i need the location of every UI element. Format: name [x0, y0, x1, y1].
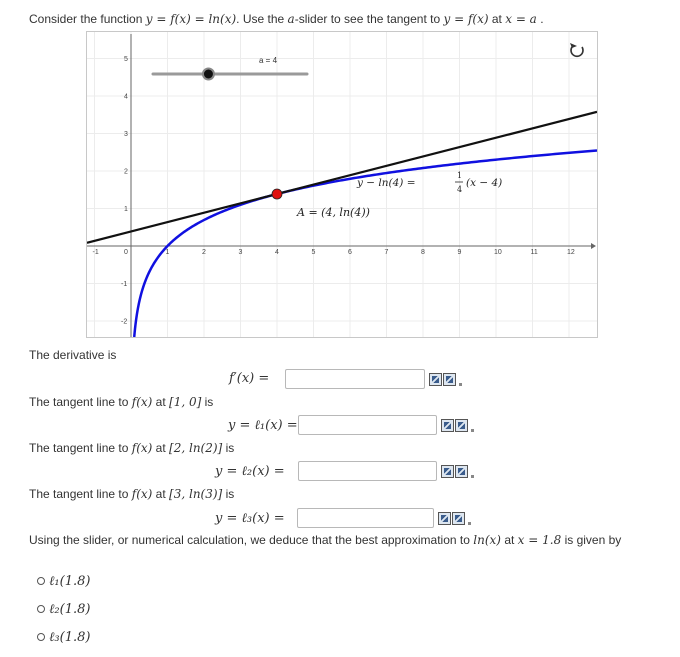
tangent2-expr: y = ℓ₂(x) =: [215, 464, 285, 479]
tangent1-func: f(x): [131, 395, 153, 409]
tangent2-prompt: [29, 441, 234, 455]
equation-editor-icon[interactable]: [441, 419, 454, 432]
intro-a-var: a: [287, 12, 295, 26]
tangent3-prompt: [29, 487, 234, 501]
x-tick-label: -1: [92, 249, 99, 256]
status-dot: [471, 475, 474, 478]
y-tick-label: -2: [121, 318, 128, 326]
x-tick-label: 5: [311, 249, 316, 256]
intro-text-5: .: [540, 12, 544, 26]
status-dot: [471, 429, 474, 432]
radio-button[interactable]: [37, 577, 45, 585]
conclusion-func: ln(x): [473, 533, 501, 547]
tangent3-input[interactable]: [297, 508, 434, 528]
intro-text-3: -slider to see the tangent to: [294, 12, 441, 26]
preview-icon[interactable]: [452, 512, 465, 525]
graph-applet[interactable]: [86, 31, 598, 338]
option-label: ℓ₂(1.8): [49, 602, 91, 617]
derivative-expr: f′(x) =: [229, 371, 270, 386]
y-tick-label: 5: [124, 56, 128, 63]
preview-icon[interactable]: [443, 373, 456, 386]
x-tick-label: 9: [457, 249, 462, 256]
tangent3-text-2: at: [155, 487, 166, 501]
intro-text-4: at: [491, 12, 502, 26]
option-2[interactable]: [37, 601, 90, 617]
tangent2-func: f(x): [131, 441, 153, 455]
derivative-label: The derivative is: [29, 348, 117, 362]
tangent-fraction-numerator: 1: [457, 171, 463, 180]
tangent1-text-1: The tangent line to: [29, 395, 129, 409]
x-tick-label: 8: [421, 249, 425, 256]
intro-function-2: y = f(x): [443, 12, 489, 26]
x-tick-label: 11: [530, 249, 538, 256]
intro-text-1: Consider the function: [29, 12, 143, 26]
tangent3-func: f(x): [131, 487, 153, 501]
option-3[interactable]: [37, 629, 90, 645]
x-axis-arrow: [591, 243, 596, 249]
radio-button[interactable]: [37, 633, 45, 641]
tangent2-point: [2, ln(2)]: [169, 441, 223, 455]
intro-x-eq-a: x = a: [505, 12, 537, 26]
conclusion-text-1: Using the slider, or numerical calculation, we deduce that the best approximation to: [29, 533, 470, 547]
tangent-fraction-denominator: 4: [457, 185, 463, 194]
preview-icon[interactable]: [455, 419, 468, 432]
y-tick-label: 4: [124, 93, 128, 101]
tangent1-input[interactable]: [298, 415, 437, 435]
tangent1-expr: y = ℓ₁(x) =: [228, 418, 298, 433]
x-tick-label: 2: [202, 249, 206, 256]
slider-label: a = 4: [259, 56, 278, 65]
reset-icon[interactable]: [570, 43, 583, 56]
tangent-line: [87, 112, 597, 243]
x-tick-label: 4: [275, 249, 279, 256]
x-tick-label: 6: [348, 249, 352, 256]
tangent3-point: [3, ln(3)]: [169, 487, 223, 501]
tangent1-tools: [441, 419, 474, 432]
graph-canvas[interactable]: [87, 32, 597, 337]
x-tick-label: 3: [238, 249, 243, 256]
y-tick-label: 2: [124, 168, 128, 176]
tangent2-text-1: The tangent line to: [29, 441, 129, 455]
x-tick-label: 10: [494, 249, 502, 256]
tangent2-tools: [441, 465, 474, 478]
equation-editor-icon[interactable]: [441, 465, 454, 478]
x-tick-label: 7: [384, 249, 389, 256]
status-dot: [459, 383, 462, 386]
conclusion-text-2: at: [504, 533, 515, 547]
tangent1-point: [1, 0]: [169, 395, 202, 409]
question-intro: [29, 12, 544, 26]
tangent3-text-1: The tangent line to: [29, 487, 129, 501]
conclusion-text: [29, 533, 621, 547]
equation-editor-icon[interactable]: [438, 512, 451, 525]
option-label: ℓ₃(1.8): [49, 630, 91, 645]
tangent3-text-3: is: [225, 487, 235, 501]
tangent2-text-2: at: [155, 441, 166, 455]
derivative-input[interactable]: [285, 369, 425, 389]
y-tick-label: 3: [124, 131, 128, 138]
point-a-label: A = (4, ln(4)): [297, 206, 370, 219]
tangent1-prompt: [29, 395, 213, 409]
slider-handle[interactable]: [203, 69, 214, 80]
option-1[interactable]: [37, 573, 90, 589]
tangent3-expr: y = ℓ₃(x) =: [215, 511, 285, 526]
y-tick-label: 1: [124, 206, 128, 213]
tangent2-text-3: is: [225, 441, 235, 455]
tangent1-text-2: at: [155, 395, 166, 409]
x-tick-label: 12: [567, 249, 575, 256]
derivative-tools: [429, 373, 462, 386]
x-tick-label: 1: [165, 249, 170, 256]
axes: [87, 34, 596, 337]
tangent1-text-3: is: [204, 395, 214, 409]
radio-button[interactable]: [37, 605, 45, 613]
tangent-label-left: y − ln(4) =: [357, 177, 416, 189]
point-a[interactable]: [272, 189, 282, 199]
conclusion-eq: x = 1.8: [517, 533, 562, 547]
x-tick-label: 0: [124, 249, 128, 256]
tangent2-input[interactable]: [298, 461, 437, 481]
preview-icon[interactable]: [455, 465, 468, 478]
intro-function: y = f(x) = ln(x): [145, 12, 237, 26]
y-tick-label: -1: [121, 281, 128, 288]
status-dot: [468, 522, 471, 525]
tangent-label-right: (x − 4): [466, 177, 503, 189]
option-label: ℓ₁(1.8): [49, 574, 91, 589]
tangent3-tools: [438, 512, 471, 525]
equation-editor-icon[interactable]: [429, 373, 442, 386]
grid-lines: [87, 32, 597, 337]
conclusion-text-3: is given by: [564, 533, 622, 547]
intro-text-2: . Use the: [236, 12, 285, 26]
